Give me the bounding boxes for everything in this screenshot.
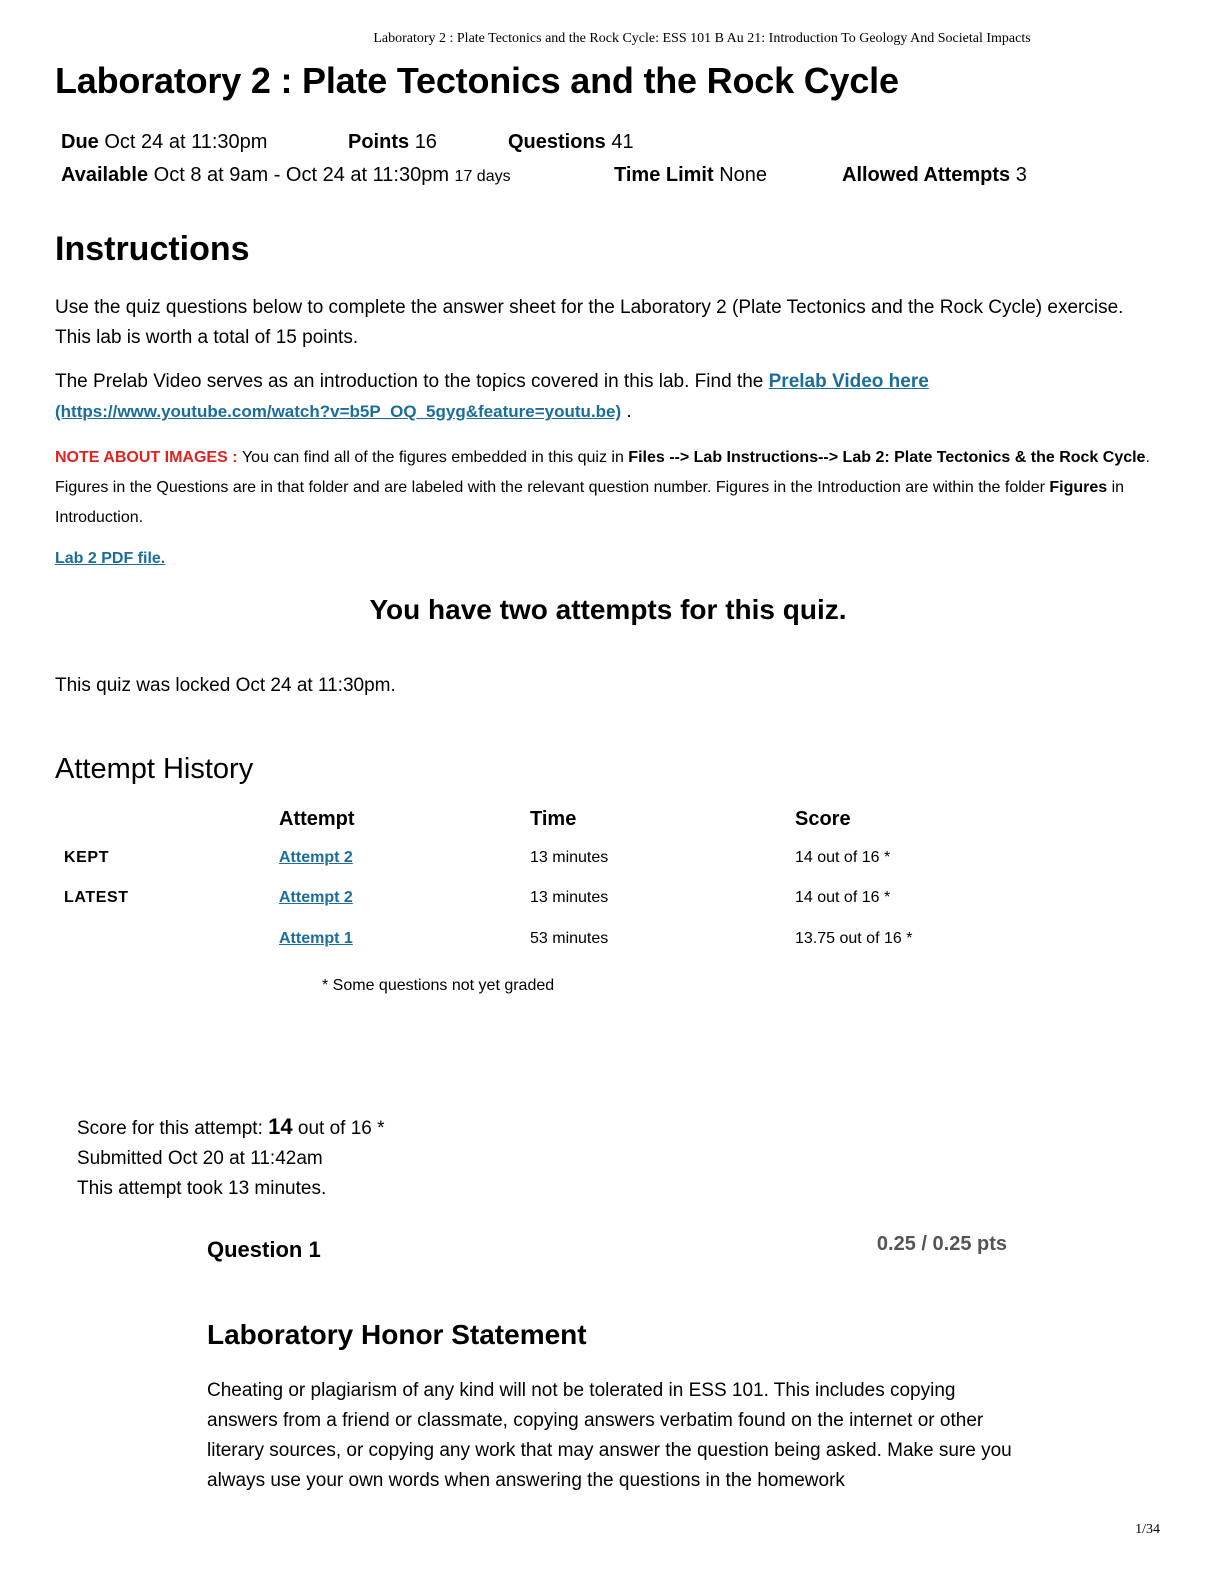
attempt-time: 13 minutes [530,889,609,906]
note-figures: Figures [1049,479,1108,496]
header-attempt: Attempt [279,808,355,830]
question-points: 0.25 / 0.25 pts [876,1233,1007,1255]
allowed-attempts-value: 3 [1015,164,1027,186]
prelab-prefix: The Prelab Video serves as an introduction to the topics covered in this lab. Find the [55,371,769,392]
attempts-heading: You have two attempts for this quiz. [369,594,847,625]
points-value: 16 [414,131,437,153]
instructions-paragraph: Use the quiz questions below to complete the answer sheet for the Laboratory 2 (Plate Tectonics and the Rock Cycle) exercise. This lab is worth a total of 15 points. [55,297,1124,348]
prelab-video-link[interactable]: Prelab Video here [768,371,929,392]
available-label: Available [61,164,149,186]
allowed-attempts-meta [842,164,1027,187]
print-header: Laboratory 2 : Plate Tectonics and the Rock Cycle: ESS 101 B Au 21: Introduction To Geology And Societal Impacts [373,31,1031,46]
header-time: Time [530,808,577,830]
time-limit-meta [614,164,767,187]
questions-meta [508,131,634,154]
note-text-3: in Introduction. [55,479,1125,526]
points-label: Points [348,131,410,153]
note-colon: : [227,449,242,466]
instructions-heading: Instructions [55,230,250,268]
due-meta [61,131,267,154]
points-meta [348,131,437,154]
available-meta [61,164,511,187]
time-limit-value: None [719,164,768,186]
question-number: Question 1 [207,1237,321,1262]
duration-line: This attempt took 13 minutes. [77,1178,327,1199]
available-days: 17 days [454,168,511,185]
row-label-kept: KEPT [64,849,110,866]
note-text-1: You can find all of the figures embedded in this quiz in [241,449,629,466]
attempt-score: 14 out of 16 * [795,889,891,906]
questions-label: Questions [508,131,606,153]
submitted-line: Submitted Oct 20 at 11:42am [77,1148,323,1169]
questions-value: 41 [611,131,634,153]
due-label: Due [61,131,99,153]
attempt-link[interactable]: Attempt 1 [279,930,353,947]
question-body: Cheating or plagiarism of any kind will not be tolerated in ESS 101. This includes copying answers from a friend or classmate, copying answers verbatim found on the internet or other literary sources, or copying any work that may answer the question being asked. Make sure you always use your own words when answering the questions in the homework [207,1380,1012,1491]
score-suffix: out of 16 * [292,1118,385,1139]
note-label: NOTE ABOUT IMAGES [55,449,228,466]
header-score: Score [795,808,851,830]
time-limit-label: Time Limit [614,164,714,186]
note-files-path: Files --> Lab Instructions--> Lab 2: Plate Tectonics & the Rock Cycle [628,449,1146,466]
row-label-latest: LATEST [64,889,129,906]
grading-footnote: * Some questions not yet graded [322,977,555,994]
attempt-link[interactable]: Attempt 2 [279,889,353,906]
attempt-score: 13.75 out of 16 * [795,930,913,947]
prelab-url-link[interactable]: (https://www.youtube.com/watch?v=b5P_OQ_5gyg&feature=youtu.be) [55,402,622,421]
lab-pdf-link[interactable]: Lab 2 PDF file. [55,550,166,567]
available-value: Oct 8 at 9am - Oct 24 at 11:30pm [153,164,449,186]
prelab-paragraph [55,367,1145,427]
attempt-link[interactable]: Attempt 2 [279,849,353,866]
score-value: 14 [268,1114,293,1139]
attempt-score: 14 out of 16 * [795,849,891,866]
note-text-2: . Figures in the Questions are in that folder and are labeled with the relevant question number. Figures in the Introduction are within the folder [55,449,1150,496]
attempt-time: 13 minutes [530,849,609,866]
prelab-suffix: . [621,401,632,422]
score-prefix: Score for this attempt: [77,1118,269,1139]
score-summary [77,1112,385,1204]
question-title: Laboratory Honor Statement [207,1319,587,1350]
due-value: Oct 24 at 11:30pm [104,131,268,153]
attempt-time: 53 minutes [530,930,609,947]
note-about-images [55,443,1155,533]
allowed-attempts-label: Allowed Attempts [842,164,1011,186]
page-number: 1/34 [1135,1522,1160,1537]
attempt-history-title: Attempt History [55,753,254,785]
page-title: Laboratory 2 : Plate Tectonics and the Rock Cycle [55,60,899,101]
score-line [77,1112,385,1144]
locked-notice: This quiz was locked Oct 24 at 11:30pm. [55,675,396,696]
